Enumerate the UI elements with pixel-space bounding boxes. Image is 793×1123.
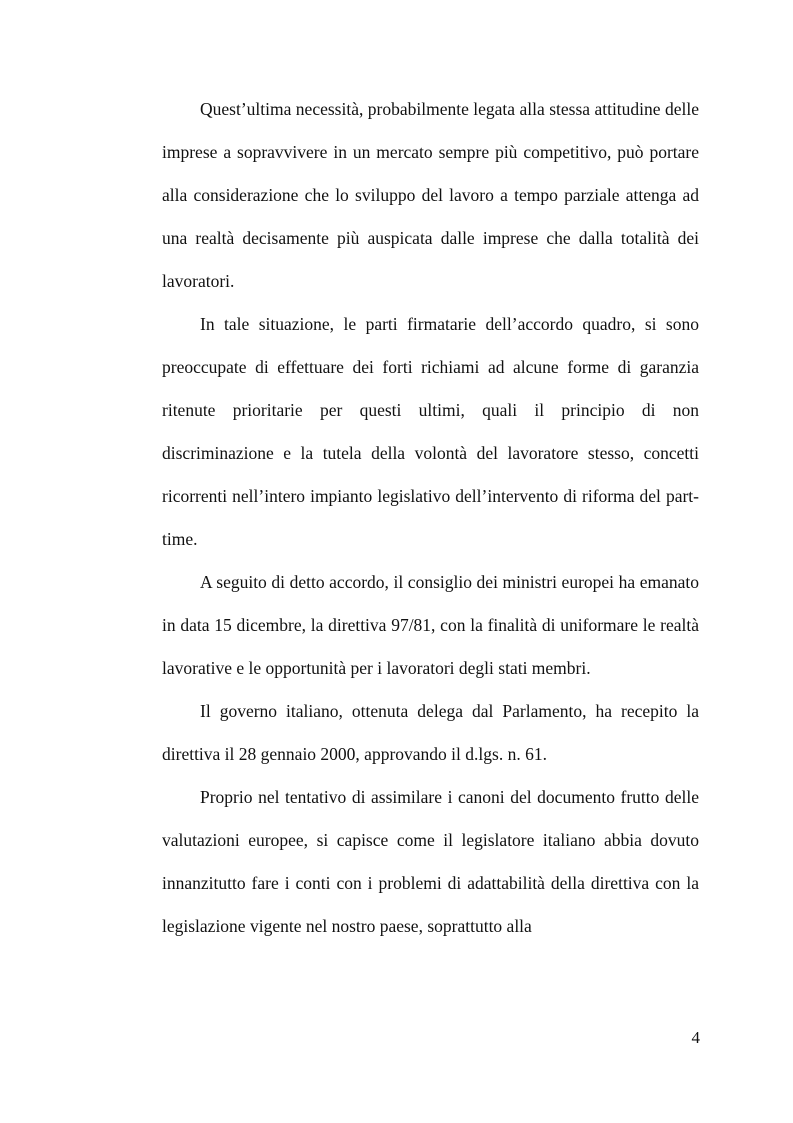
paragraph-2: In tale situazione, le parti firmatarie dell’accordo quadro, si sono preoccupate di effettuare dei forti richiami ad alcune forme di garanzia ritenute prioritarie per questi ultimi, quali il principio di non discriminazione e la tutela della volontà del lavoratore stesso, concetti ricorrenti nell’intero impianto legislativo dell’intervento di riforma del part-time. xyxy=(162,314,699,549)
body-text xyxy=(162,88,699,948)
paragraph-1: Quest’ultima necessità, probabilmente legata alla stessa attitudine delle imprese a sopravvivere in un mercato sempre più competitivo, può portare alla considerazione che lo sviluppo del lavoro a tempo parziale attenga ad una realtà decisamente più auspicata dalle imprese che dalla totalità dei lavoratori. xyxy=(162,99,699,291)
paragraph-4: Il governo italiano, ottenuta delega dal Parlamento, ha recepito la direttiva il 28 gennaio 2000, approvando il d.lgs. n. 61. xyxy=(162,701,699,764)
paragraph-3: A seguito di detto accordo, il consiglio dei ministri europei ha emanato in data 15 dicembre, la direttiva 97/81, con la finalità di uniformare le realtà lavorative e le opportunità per i lavoratori degli stati membri. xyxy=(162,572,699,678)
paragraph-5: Proprio nel tentativo di assimilare i canoni del documento frutto delle valutazioni europee, si capisce come il legislatore italiano abbia dovuto innanzitutto fare i conti con i problemi di adattabilità della direttiva con la legislazione vigente nel nostro paese, soprattutto alla xyxy=(162,787,699,936)
page-number: 4 xyxy=(691,1028,700,1047)
